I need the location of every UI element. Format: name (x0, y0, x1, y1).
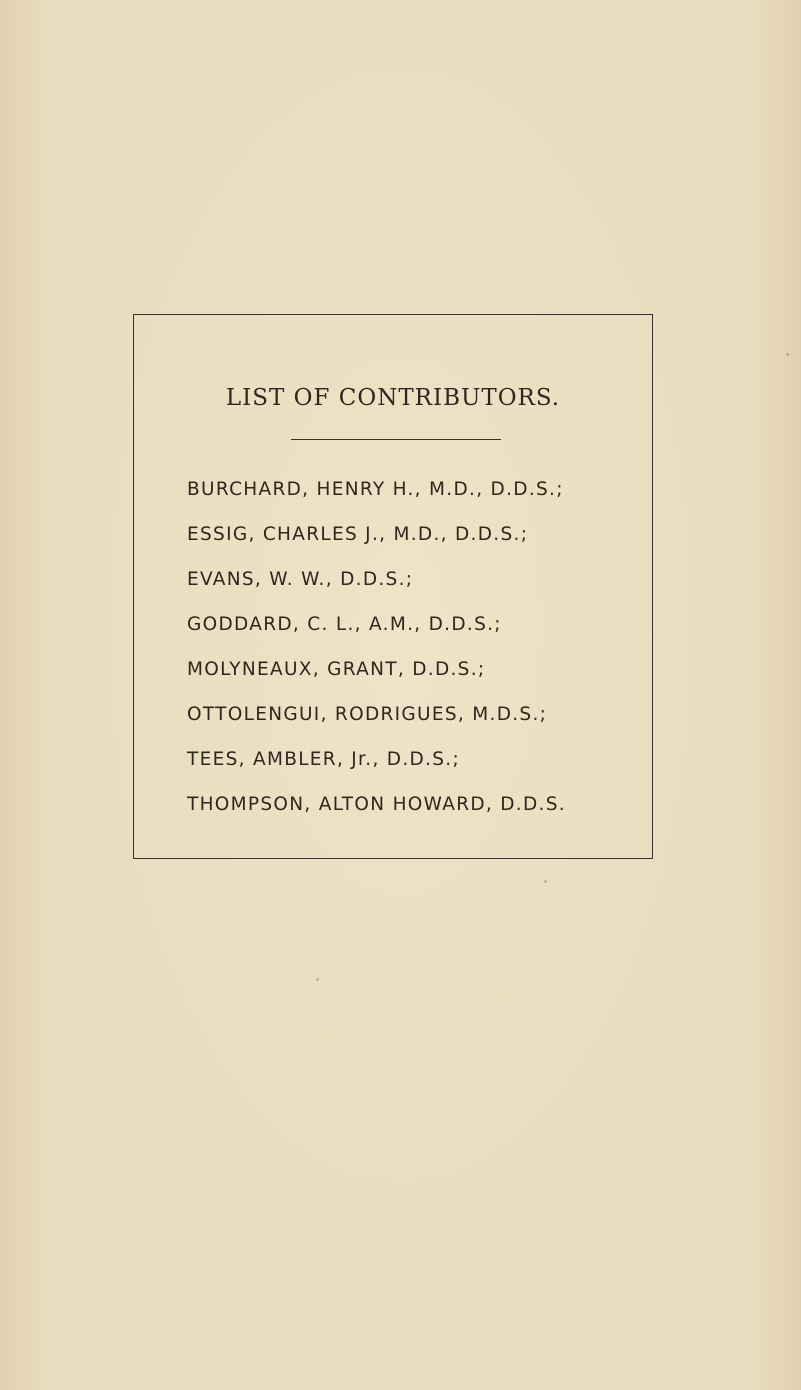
contributor-item: BURCHARD, HENRY H., M.D., D.D.S.; (187, 479, 564, 500)
paper-speck (786, 353, 789, 356)
contributor-list (187, 475, 566, 835)
contributors-frame (133, 314, 653, 859)
contributor-item: TEES, AMBLER, Jr., D.D.S.; (187, 749, 461, 770)
title-rule (291, 439, 501, 440)
contributor-item: EVANS, W. W., D.D.S.; (187, 569, 414, 590)
paper-speck (316, 978, 319, 981)
paper-speck (544, 880, 547, 883)
contributor-item: MOLYNEAUX, GRANT, D.D.S.; (187, 659, 486, 680)
contributor-item: ESSIG, CHARLES J., M.D., D.D.S.; (187, 524, 529, 545)
page-title: LIST OF CONTRIBUTORS. (225, 385, 561, 411)
contributor-item: THOMPSON, ALTON HOWARD, D.D.S. (187, 794, 566, 815)
contributor-item: OTTOLENGUI, RODRIGUES, M.D.S.; (187, 704, 548, 725)
contributor-item: GODDARD, C. L., A.M., D.D.S.; (187, 614, 502, 635)
